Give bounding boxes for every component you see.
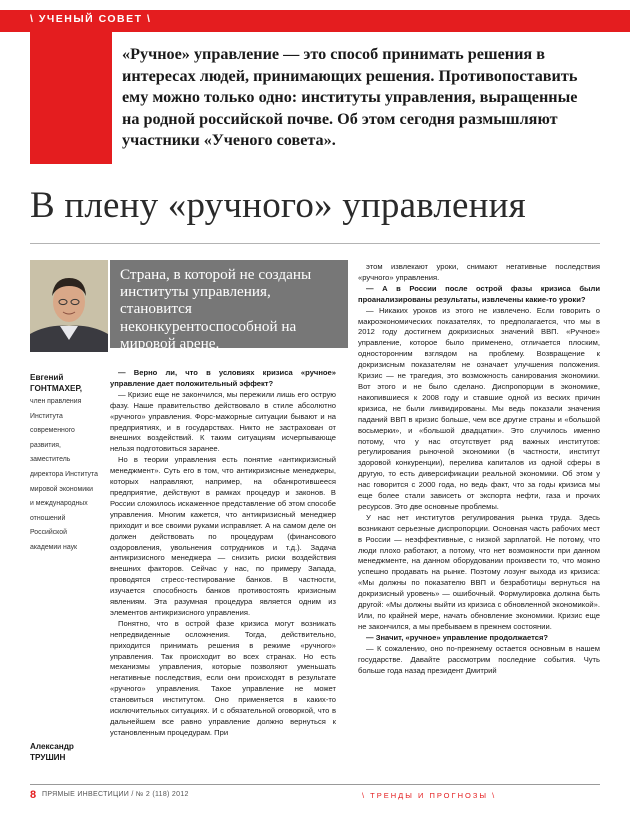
role-line: директора Института (30, 470, 98, 478)
paragraph: Но в теории управления есть понятие «антикризисный менеджмент». Суть его в том, что антикризисные менеджеры, которых направляют, например, на обанкротившееся предприятие, действуют в рамках процедур и законов. В России сложилось искаженное представление об этом способе управления. Многим кажется, что антикризисный менеджер приходит и все своими руками исправляет. А на самом деле он должен действовать по процедурам (финансового оздоровления, увольнения сотрудников и т.д.). Задача антикризисного менеджера — снизить риски воздействия внешних факторов. Сейчас у нас, по примеру Запада, проводятся стресс-тестирование банков. В частности, изучается способность банков противостоять кризисным явлениям. Эта разумная процедура является одним из элементов антикризисного управления. (110, 455, 336, 617)
paragraph: — Верно ли, что в условиях кризиса «ручное» управление дает положительный эффект? (110, 368, 336, 388)
accent-bar (30, 32, 112, 164)
article-title: В плену «ручного» управления (30, 185, 526, 226)
author1-name (30, 372, 114, 394)
role-line: современного (30, 427, 75, 435)
pull-quote: Страна, в которой не созданы институты управления, становится неконкурентоспособной на мировой арене. (120, 266, 312, 352)
lead-paragraph: «Ручное» управление — это способ принимать решения в интересах людей, принимающих решения. Противопоставить ему можно только одно: институты управления, выращенные на родной российской почве. Об этом сегодня размышляют участники «Ученого совета». (122, 45, 578, 150)
column-middle (110, 368, 336, 739)
paragraph: — Кризис еще не закончился, мы пережили лишь его острую фазу. Наше правительство действовало в стиле абсолютно «ручного» управления. Форс-мажорные ситуации бывают и на предприятиях, и в государствах. Никто не застрахован от внешних воздействий. К таким ситуациям исчерпывающе нельзя подготовиться заранее. (110, 389, 336, 454)
paragraph: — Никаких уроков из этого не извлечено. Если говорить о макроэкономических показателях, то предполагается, что мы в 2012 году достигнем докризисных значений ВВП. «Ручное» управление, которое было применено, отличается плоским, односторонним взглядом на проблему. Возвращение к докризисным показателям не означает улучшения положения. Кризис — не трагедия, это возможность санирования экономики. Вот этого и не было сделано. Диспропорции в экономике, накопившиеся к 2008 году и ставшие одной из веских причин кризиса, не были ликвидированы. Мы ведь показали значения паданий ВВП в кризис больше, чем все другие страны и «большой восьмерки», и «большой двадцатки». Это случилось именно потому, что у нас отсутствует ряд важных институтов: регулирования рыночной экономики (в частности, институт здоровой конкуренции), перелива капиталов из одной сферы в другую, то есть диверсификации реальной экономики. Об этом у нас говорится с 2000 года, но ведь факт, что за годы кризиса мы еще более стали зависеть от экспорта нефти, газа и прочих ресурсов. Это две основные проблемы. (358, 305, 600, 511)
role-line: Российской (30, 529, 67, 537)
role-line: развития, (30, 441, 61, 449)
author1-first-name: Евгений (30, 373, 64, 382)
author2-first-name: Александр (30, 742, 74, 751)
author2-name (30, 741, 114, 763)
paragraph: этом извлекают уроки, снимают негативные последствия «ручного» управления. (358, 262, 600, 282)
portrait-image (30, 260, 108, 352)
role-line: заместитель (30, 456, 71, 464)
paragraph: — К сожалению, оно по-прежнему остается основным в нашем государстве. Давайте рассмотрим последние события. Чуть больше года назад президент Дмитрий (358, 643, 600, 675)
role-line: отношений (30, 514, 66, 522)
role-line: и международных (30, 500, 88, 508)
paragraph: — Значит, «ручное» управление продолжается? (366, 632, 549, 642)
author2-last-name: ТРУШИН (30, 753, 66, 762)
paragraph: Понятно, что в острой фазе кризиса могут возникать непредвиденные осложнения. Тогда, действительно, приходится принимать решения в режиме «ручного» управления. Так происходит во всех странах. Но есть механизмы управления, которые позволяют уменьшать негативные последствия, если они происходят в результате «ручного» управления. Такое управление не может становиться институтом. Оно применяется в каких-то исключительных ситуациях. И с обязательной оговоркой, что в дальнейшем все равно управление должно вернуться к установленным процедурам. При (110, 618, 336, 737)
footer-section: \ ТРЕНДЫ И ПРОГНОЗЫ \ (362, 791, 497, 800)
author1-role (30, 395, 114, 556)
page-number: 8 (30, 789, 37, 801)
role-line: мировой экономики (30, 485, 93, 493)
author1-last-name: ГОНТМАХЕР, (30, 384, 83, 393)
paragraph: — А в России после острой фазы кризиса были проанализированы результаты, извлечены какие-то уроки? (358, 283, 600, 304)
role-line: академии наук (30, 543, 78, 551)
paragraph: У нас нет институтов регулирования рынка труда. Здесь возникают серьезные диспропорции. Основная часть рабочих мест в России — неэффективные, с низкой зарплатой. Не потому, что люди плохо работают, а потому, что нет возможности при данном менеджменте, на данном оборудовании произвести то, что можно успешно продавать на рынке. Поэтому лозунг выхода из кризиса: «Мы должны по показателю ВВП и безработицы вернуться на докризисный уровень» — ошибочный. Формулировка должна быть другой: «Мы должны выйти из кризиса с обновленной экономикой». Или, по крайней мере, начать обновление экономики. Кризис еще не закончился, а мы пребываем в прежнем состоянии. (358, 512, 600, 631)
column-right (358, 262, 600, 676)
section-label: \ УЧЕНЫЙ СОВЕТ \ (30, 13, 152, 25)
role-line: Института (30, 412, 63, 420)
footer-rule (30, 784, 600, 785)
role-line: член правления (30, 398, 82, 405)
author-photo (30, 260, 108, 352)
magazine-issue: ПРЯМЫЕ ИНВЕСТИЦИИ / № 2 (118) 2012 (42, 791, 189, 798)
title-rule (30, 243, 600, 244)
